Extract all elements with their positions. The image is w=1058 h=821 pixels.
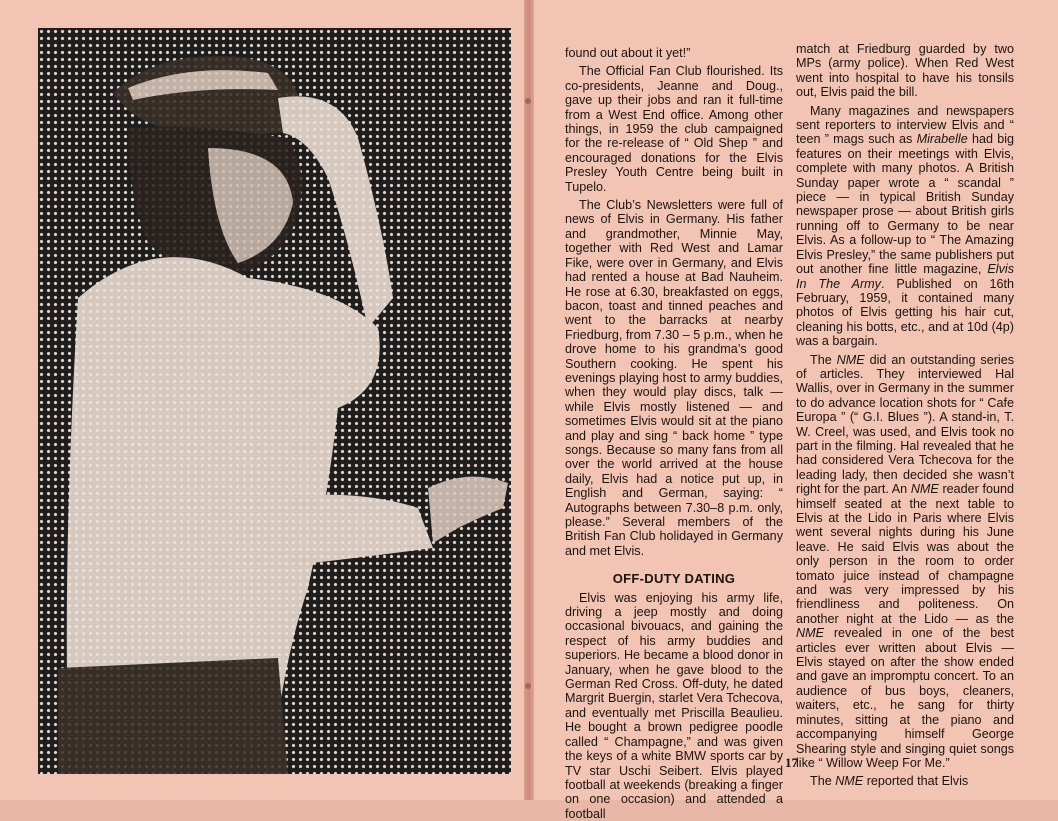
text-span: reader found himself seated at the next table to Elvis at the Lido in Paris where Elvis went several nights during his June leave. He said Elvis was about the only person in the room to order tomato juice instead of champagne and was very impressed by his friendliness and politeness. On another night at the Lido — as the bbox=[796, 482, 1015, 626]
page-number: 17 bbox=[785, 755, 798, 770]
staple-icon bbox=[525, 98, 531, 104]
book-spine bbox=[524, 0, 534, 800]
text-span: revealed in one of the best articles ever written about Elvis — Elvis stayed on after the show ended and gave an impromptu concert. To an audience of bus boys, cleaners, waiters, etc., he sang for thirty minutes, sitting at the piano and accompanying himself George Shearing style and singing quiet songs like “ Willow Weep For Me.” bbox=[796, 626, 1014, 770]
italic-title: Elvis In The Army bbox=[796, 262, 1014, 291]
section-heading: OFF-DUTY DATING bbox=[612, 571, 736, 587]
paragraph bbox=[796, 104, 1014, 349]
elvis-photo bbox=[38, 28, 511, 774]
text-span: had big features on their meetings with Elvis, complete with many photos. A British Sunday paper wrote a “ scandal ” piece — in typical British Sunday newspaper prose — about British girls running off to Germany to be near Elvis. As a follow-up to “ The Amazing Elvis Presley,” the same publishers put out another fine little magazine, bbox=[796, 132, 1015, 277]
italic-title: NME bbox=[796, 626, 824, 641]
text-span: did an outstanding series of articles. They interviewed Hal Wallis, over in Germany in the summer to do advance location shots for “ Cafe Europa ” (“ G.I. Blues ”). A stand-in, T. W. Creel, was used, and Elvis took no part in the filming. Hal revealed that he had considered Vera Tchecova for the leading lady, then decided she wasn’t right for the part. An bbox=[796, 352, 1014, 497]
italic-title: NME bbox=[910, 482, 939, 497]
text-span: Many magazines and newspapers sent reporters to interview Elvis and “ teen ” mags such as bbox=[796, 103, 1014, 147]
paragraph: Elvis was enjoying his army life, driving a jeep mostly and doing occasional bivouacs, and gaining the respect of his army buddies and superiors. He became a blood donor in January, when he gave blood to the German Red Cross. Off-duty, he dated Margrit Buergin, starlet Vera Tchecova, and eventually met Priscilla Beaulieu. He bought a brown pedigree poodle called “ Champagne,” and was given the keys of a white BMW sports car by TV star Uschi Seibert. Elvis played football at weekends (breaking a finger on one occasion) and attended a football bbox=[565, 590, 783, 821]
paragraph: The Official Fan Club flourished. Its co-presidents, Jeanne and Doug., gave up their jobs and ran it full-time from a West End office. Among other things, in 1959 the club campaigned for the re-release of “ Old Shep ” and encouraged donations for the Elvis Presley Youth Centre being built in Tupelo. bbox=[565, 64, 783, 194]
paragraph: match at Friedburg guarded by two MPs (army police). When Red West went into hospital to have his tonsils out, Elvis paid the bill. bbox=[796, 42, 1014, 100]
paragraph: found out about it yet!” bbox=[565, 46, 691, 60]
italic-title: Mirabelle bbox=[916, 132, 968, 147]
article-column-1 bbox=[565, 46, 783, 821]
photo-icon bbox=[38, 28, 511, 774]
text-span: The bbox=[810, 352, 832, 367]
text-span: reported that Elvis bbox=[866, 774, 969, 789]
italic-title: NME bbox=[836, 352, 865, 367]
text-span: . Published on 16th February, 1959, it contained many photos of Elvis getting his hair cut, cleaning his botts, etc., and at 10d (4p) was a bargain. bbox=[796, 276, 1014, 349]
article-column-2 bbox=[796, 42, 1014, 789]
italic-title: NME bbox=[835, 774, 864, 789]
staple-icon bbox=[525, 683, 531, 689]
paragraph bbox=[796, 774, 1014, 788]
text-span: The bbox=[810, 774, 832, 789]
paragraph bbox=[796, 353, 1014, 771]
paragraph: The Club’s Newsletters were full of news of Elvis in Germany. His father and grandmother, Minnie May, together with Red West and Lamar Fike, were over in Germany, and Elvis had rented a house at Bad Nauheim. He rose at 6.30, breakfasted on eggs, bacon, toast and tinned peaches and went to the barracks at nearby Friedburg, from 7.30 – 5 p.m., when he drove home to his grandma’s good Southern cooking. He spent his evenings playing host to army buddies, when they would play discs, talk — while Elvis mostly listened — and sometimes Elvis would sit at the piano and play and sing “ back home ” type songs. Because so many fans from all over the world arrived at the house daily, Elvis had a notice put up, in English and German, saying: “ Autographs between 7.30–8 p.m. only, please.” Several members of the British Fan Club holidayed in Germany and met Elvis. bbox=[565, 198, 783, 558]
